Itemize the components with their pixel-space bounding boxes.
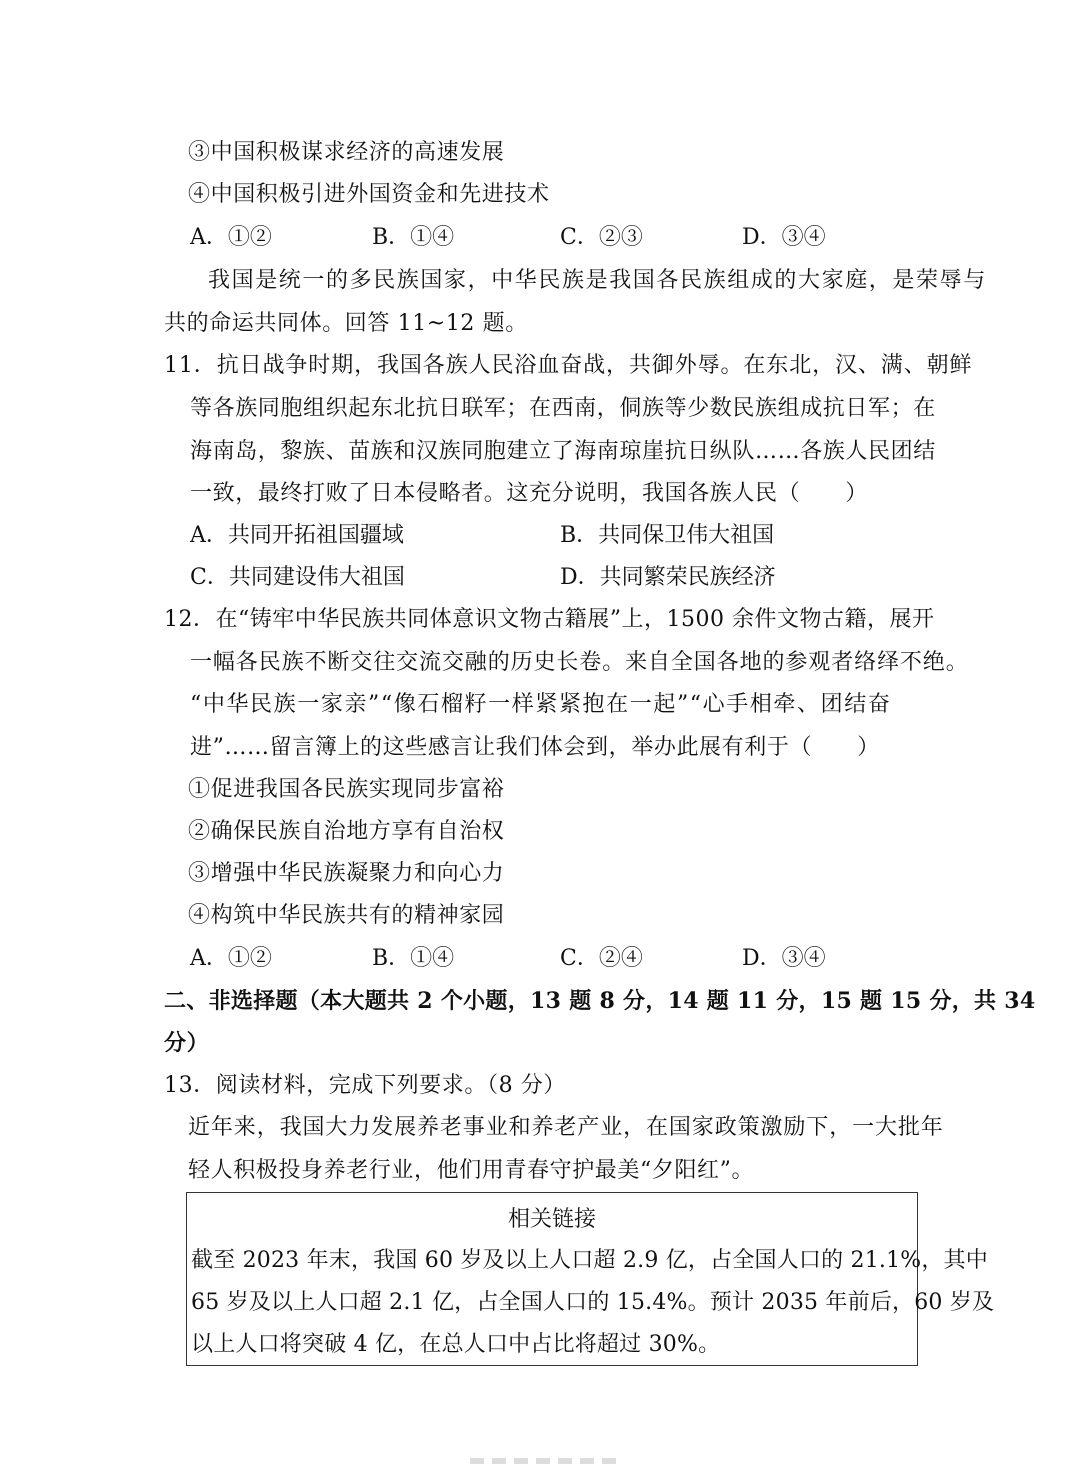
intro-line-2: 共的命运共同体。回答 11~12 题。: [164, 311, 528, 336]
q12-line-4: 进”……留言簿上的这些感言让我们体会到，举办此展有利于（ ）: [190, 735, 880, 760]
prev-option-d[interactable]: D．③④: [742, 225, 826, 250]
q11-option-c[interactable]: C．共同建设伟大祖国: [190, 565, 405, 590]
q12-item-4: ④构筑中华民族共有的精神家园: [188, 903, 505, 928]
q11-line-3: 海南岛，黎族、苗族和汉族同胞建立了海南琼崖抗日纵队……各族人民团结: [190, 439, 936, 464]
q11-line-4: 一致，最终打败了日本侵略者。这充分说明，我国各族人民（ ）: [190, 481, 869, 506]
q12-option-b[interactable]: B．①④: [372, 946, 455, 971]
q12-option-c[interactable]: C．②④: [560, 946, 643, 971]
q12-line-1: 12．在“铸牢中华民族共同体意识文物古籍展”上，1500 余件文物古籍，展开: [164, 607, 935, 632]
q12-line-2: 一幅各民族不断交往交流交融的历史长卷。来自全国各地的参观者络绎不绝。: [190, 650, 969, 675]
prev-option-a[interactable]: A．①②: [190, 225, 272, 250]
prev-item-3: ③中国积极谋求经济的高速发展: [188, 140, 505, 165]
q11-line-2: 等各族同胞组织起东北抗日联军；在西南，侗族等少数民族组成抗日军；在: [190, 396, 936, 421]
q12-item-1: ①促进我国各民族实现同步富裕: [188, 777, 505, 802]
q13-para-2: 轻人积极投身养老行业，他们用青春守护最美“夕阳红”。: [188, 1158, 755, 1183]
section-2-heading: 二、非选择题（本大题共 2 个小题，13 题 8 分，14 题 11 分，15 题 15 分，共 34: [164, 988, 1036, 1014]
q13-para-1: 近年来，我国大力发展养老事业和养老产业，在国家政策激励下，一大批年: [188, 1115, 944, 1140]
section-2-heading-cont: 分）: [164, 1030, 210, 1056]
q11-option-a[interactable]: A．共同开拓祖国疆域: [190, 523, 404, 548]
page-footer-mark: [470, 1458, 620, 1464]
q11-option-b[interactable]: B．共同保卫伟大祖国: [560, 523, 775, 548]
q11-line-1: 11．抗日战争时期，我国各族人民浴血奋战，共御外辱。在东北，汉、满、朝鲜: [164, 353, 973, 378]
related-link-line-3: 以上人口将突破 4 亿，在总人口中占比将超过 30%。: [191, 1332, 721, 1357]
related-link-line-1: 截至 2023 年末，我国 60 岁及以上人口超 2.9 亿，占全国人口的 21.1%，其中: [191, 1248, 989, 1273]
q11-option-d[interactable]: D．共同繁荣民族经济: [560, 565, 776, 590]
prev-option-b[interactable]: B．①④: [372, 225, 455, 250]
prev-item-4: ④中国积极引进外国资金和先进技术: [188, 182, 550, 207]
q12-option-a[interactable]: A．①②: [190, 946, 272, 971]
q12-item-3: ③增强中华民族凝聚力和向心力: [188, 861, 505, 886]
related-link-title: 相关链接: [507, 1207, 596, 1232]
q12-option-d[interactable]: D．③④: [742, 946, 826, 971]
prev-option-c[interactable]: C．②③: [560, 225, 643, 250]
q13-title: 13．阅读材料，完成下列要求。（8 分）: [164, 1073, 566, 1098]
q12-line-3: “中华民族一家亲”“像石榴籽一样紧紧抱在一起”“心手相牵、团结奋: [190, 692, 892, 717]
q12-item-2: ②确保民族自治地方享有自治权: [188, 819, 505, 844]
intro-line-1: 我国是统一的多民族国家，中华民族是我国各民族组成的大家庭，是荣辱与: [208, 268, 987, 293]
related-link-box: [186, 1192, 995, 1366]
related-link-line-2: 65 岁及以上人口超 2.1 亿，占全国人口的 15.4%。预计 2035 年前后，60 岁及: [191, 1290, 995, 1315]
